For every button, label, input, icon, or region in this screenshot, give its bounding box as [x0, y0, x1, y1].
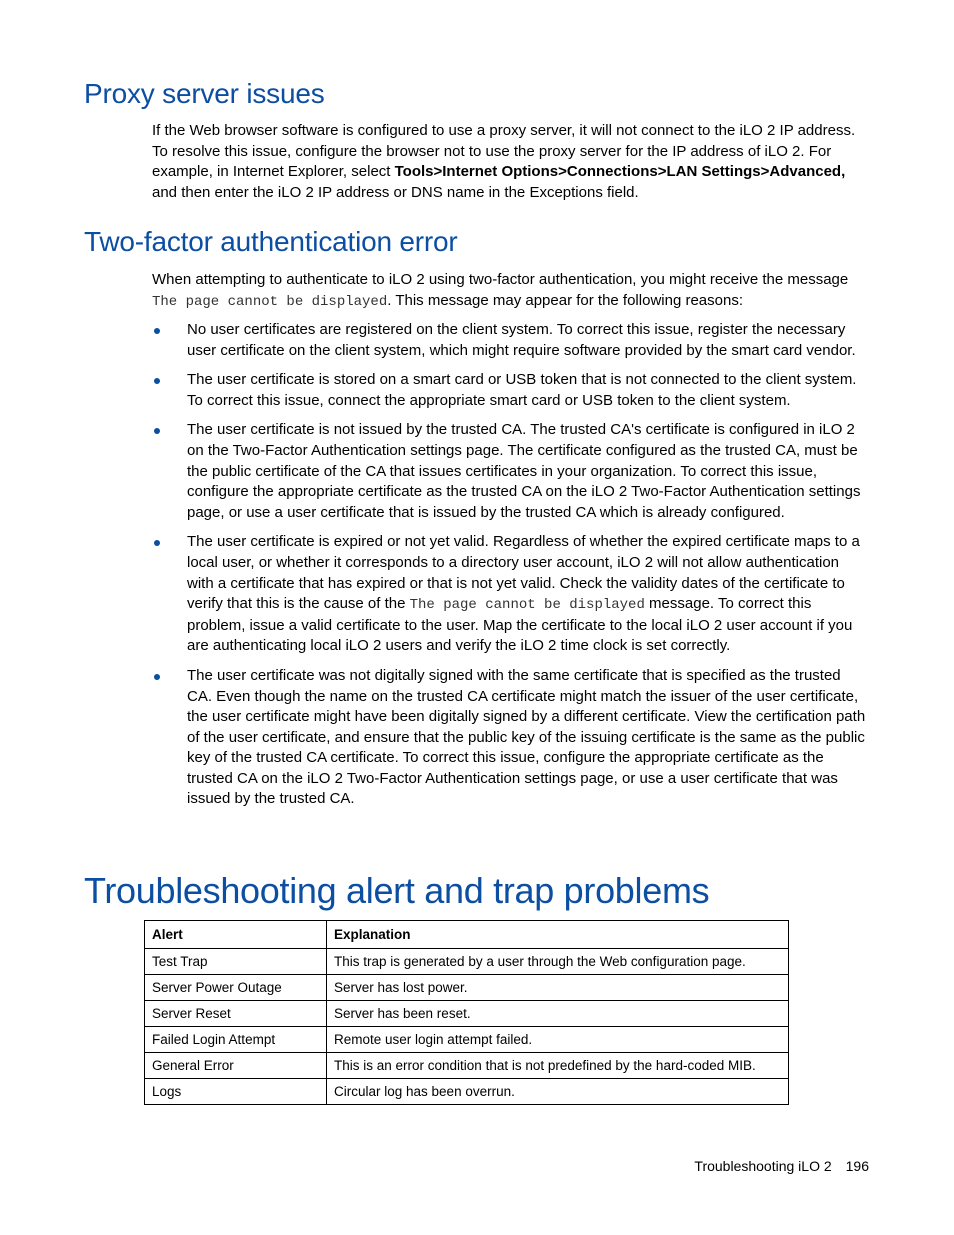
page-number: 196	[845, 1158, 869, 1174]
menu-path: Tools>Internet Options>Connections>LAN Settings>Advanced,	[394, 163, 846, 181]
alerts-heading: Troubleshooting alert and trap problems	[84, 870, 710, 911]
proxy-paragraph	[152, 121, 867, 203]
intro-text-end: . This message may appear for the following reasons:	[387, 291, 743, 309]
table-header-row	[145, 921, 789, 949]
table-row	[145, 975, 789, 1001]
alert-cell: Logs	[145, 1079, 327, 1105]
explanation-cell: Server has lost power.	[327, 975, 789, 1001]
list-item	[152, 320, 867, 361]
two-factor-heading: Two-factor authentication error	[84, 226, 458, 257]
page-footer	[694, 1158, 869, 1174]
list-item	[152, 370, 867, 411]
bullet-icon	[154, 378, 160, 384]
proxy-text-end: and then enter the iLO 2 IP address or DNS name in the Exceptions field.	[152, 183, 639, 201]
two-factor-intro	[152, 270, 867, 312]
explanation-cell: This trap is generated by a user through the Web configuration page.	[327, 949, 789, 975]
list-item	[152, 532, 867, 657]
alerts-table	[144, 920, 789, 1105]
alert-cell: Server Power Outage	[145, 975, 327, 1001]
table-row	[145, 949, 789, 975]
error-message-code: The page cannot be displayed	[409, 597, 645, 614]
explanation-cell: Remote user login attempt failed.	[327, 1027, 789, 1053]
alert-cell: Failed Login Attempt	[145, 1027, 327, 1053]
list-item-text: The user certificate was not digitally signed with the same certificate that is specified as the trusted CA. Even though the name on the trusted CA certificate might match the issuer of the user certificate, the user certificate might have been digitally signed by a different certificate. View the certification path of the user certificate, and ensure that the public key of the issuing certificate is the same as the public key of the trusted CA certificate. To correct this issue, configure the appropriate certificate as the trusted CA on the iLO 2 Two-Factor Authentication settings page, or use a user certificate that was issued by the trusted CA.	[187, 666, 866, 808]
list-item-text: The user certificate is expired or not yet valid. Regardless of whether the expired certificate maps to a local user, or whether it corresponds to a directory user account, iLO 2 will not allow authentication with a certificate that has expired or that is not yet valid. Check the validity dates of the certificate to verify that this is the cause of the	[187, 533, 860, 613]
explanation-cell: Server has been reset.	[327, 1001, 789, 1027]
list-item	[152, 666, 867, 810]
column-header-alert: Alert	[145, 921, 327, 949]
list-item-text-end: message. To correct this problem, issue a valid certificate to the user. Map the certificate to the local iLO 2 user account if you are authenticating local iLO 2 users and verify the iLO 2 time clock is set correctly.	[187, 595, 853, 655]
list-item	[152, 420, 867, 523]
alert-cell: General Error	[145, 1053, 327, 1079]
bullet-icon	[154, 674, 160, 680]
intro-text: When attempting to authenticate to iLO 2 using two-factor authentication, you might receive the message	[152, 271, 849, 288]
bullet-icon	[154, 428, 160, 434]
proxy-heading: Proxy server issues	[84, 78, 325, 109]
bullet-icon	[154, 540, 160, 546]
table-row	[145, 1027, 789, 1053]
table-row	[145, 1001, 789, 1027]
alert-cell: Test Trap	[145, 949, 327, 975]
reasons-list	[152, 320, 867, 819]
alert-cell: Server Reset	[145, 1001, 327, 1027]
bullet-icon	[154, 328, 160, 334]
list-item-text: No user certificates are registered on the client system. To correct this issue, register the necessary user certificate on the client system, which might require software provided by the smart card vendor.	[187, 321, 856, 359]
error-message-code: The page cannot be displayed	[152, 293, 388, 310]
table-row	[145, 1053, 789, 1079]
explanation-cell: This is an error condition that is not predefined by the hard-coded MIB.	[327, 1053, 789, 1079]
table-row	[145, 1079, 789, 1105]
footer-section-title: Troubleshooting iLO 2	[694, 1158, 832, 1174]
list-item-text: The user certificate is not issued by the trusted CA. The trusted CA's certificate is configured in iLO 2 on the Two-Factor Authentication settings page. The certificate configured as the trusted CA, must be the public certificate of the CA that issues certificates in your organization. To correct this issue, configure the appropriate certificate as the trusted CA on the iLO 2 Two-Factor Authentication settings page, or use a user certificate that is issued by the trusted CA which is already configured.	[187, 421, 861, 521]
explanation-cell: Circular log has been overrun.	[327, 1079, 789, 1105]
column-header-explanation: Explanation	[327, 921, 789, 949]
proxy-text: If the Web browser software is configured to use a proxy server, it will not connect to the iLO 2 IP address. To resolve this issue, configure the browser not to use the proxy server for the IP address of iLO 2. For example, in Internet Explorer, select	[152, 122, 856, 181]
list-item-text: The user certificate is stored on a smart card or USB token that is not connected to the client system. To correct this issue, connect the appropriate smart card or USB token to the client system.	[187, 371, 857, 409]
